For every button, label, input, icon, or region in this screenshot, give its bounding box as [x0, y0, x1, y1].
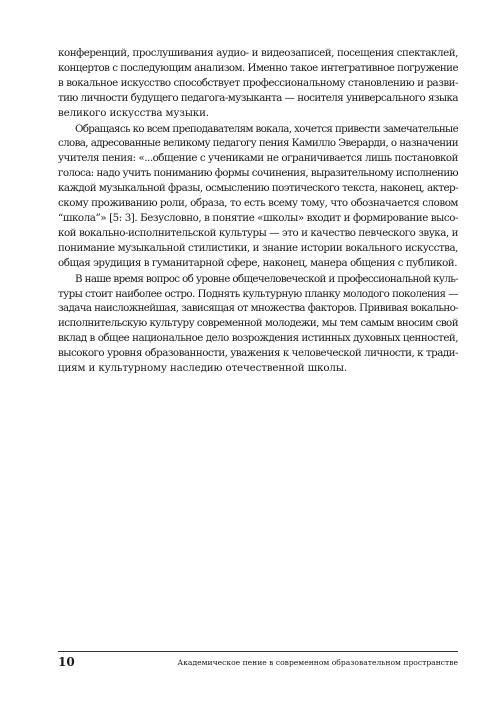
body-text — [58, 46, 458, 376]
paragraph-2 — [58, 122, 458, 271]
text-line: туры стоит наиболее остро. Поднять культурную планку молодого поколения — — [58, 287, 458, 300]
text-line: понимание музыкальной стилистики, и знание истории вокального искусства, — [58, 241, 458, 254]
text-line: учителя пения: «...общение с учениками не ограничивается лишь постановкой — [58, 152, 458, 165]
text-line: высокого уровня образованности, уважения к человеческой личности, к тради- — [58, 347, 458, 360]
text-line: вклад в общее национальное дело возрождения истинных духовных ценностей, — [58, 332, 458, 345]
text-line: исполнительскую культуру современной молодежи, мы тем самым вносим свой — [58, 317, 458, 330]
text-line: тию личности будущего педагога-музыканта — носителя универсального языка — [58, 91, 458, 104]
text-line: циям и культурному наследию отечественной школы. — [58, 362, 347, 375]
text-line: в вокальное искусство способствует профессиональному становлению и разви- — [58, 76, 458, 89]
text-line: концертов с последующим анализом. Именно такое интегративное погружение — [58, 61, 458, 74]
text-line: голоса: надо учить пониманию формы сочинения, выразительному исполнению — [58, 167, 458, 180]
text-line: каждой музыкальной фразы, осмыслению поэтического текста, наконец, актер- — [58, 182, 458, 195]
text-line: конференций, прослушивания аудио- и видеозаписей, посещения спектаклей, — [58, 47, 458, 59]
text-line: Обращаясь ко всем преподавателям вокала, хочется привести замечательные — [75, 122, 458, 135]
text-line: задача наисложнейшая, зависящая от множества факторов. Прививая вокально- — [58, 302, 458, 315]
text-line: слова, адресованные великому педагогу пения Камилло Эверарди, о назначении — [58, 137, 458, 150]
text-line: кой вокально-исполнительской культуры — это и качество певческого звука, и — [58, 226, 458, 239]
text-line: скому проживанию роли, образа, то есть всему тому, что обозначается словом — [58, 197, 458, 210]
text-line: В наше время вопрос об уровне общечеловеческой и профессиональной куль- — [75, 272, 458, 285]
running-title: Академическое пение в современном образовательном пространстве — [177, 658, 458, 667]
text-line: общая эрудиция в гуманитарной сфере, наконец, манера общения с публикой. — [58, 256, 457, 269]
paragraph-3 — [58, 272, 458, 376]
page-number: 10 — [58, 655, 75, 669]
paragraph-1 — [58, 46, 458, 121]
footer-divider — [58, 651, 458, 652]
text-line: великого искусства музыки. — [58, 106, 209, 119]
text-line: “школа”» [5: 3]. Безусловно, в понятие «школы» входит и формирование высо- — [58, 211, 458, 224]
